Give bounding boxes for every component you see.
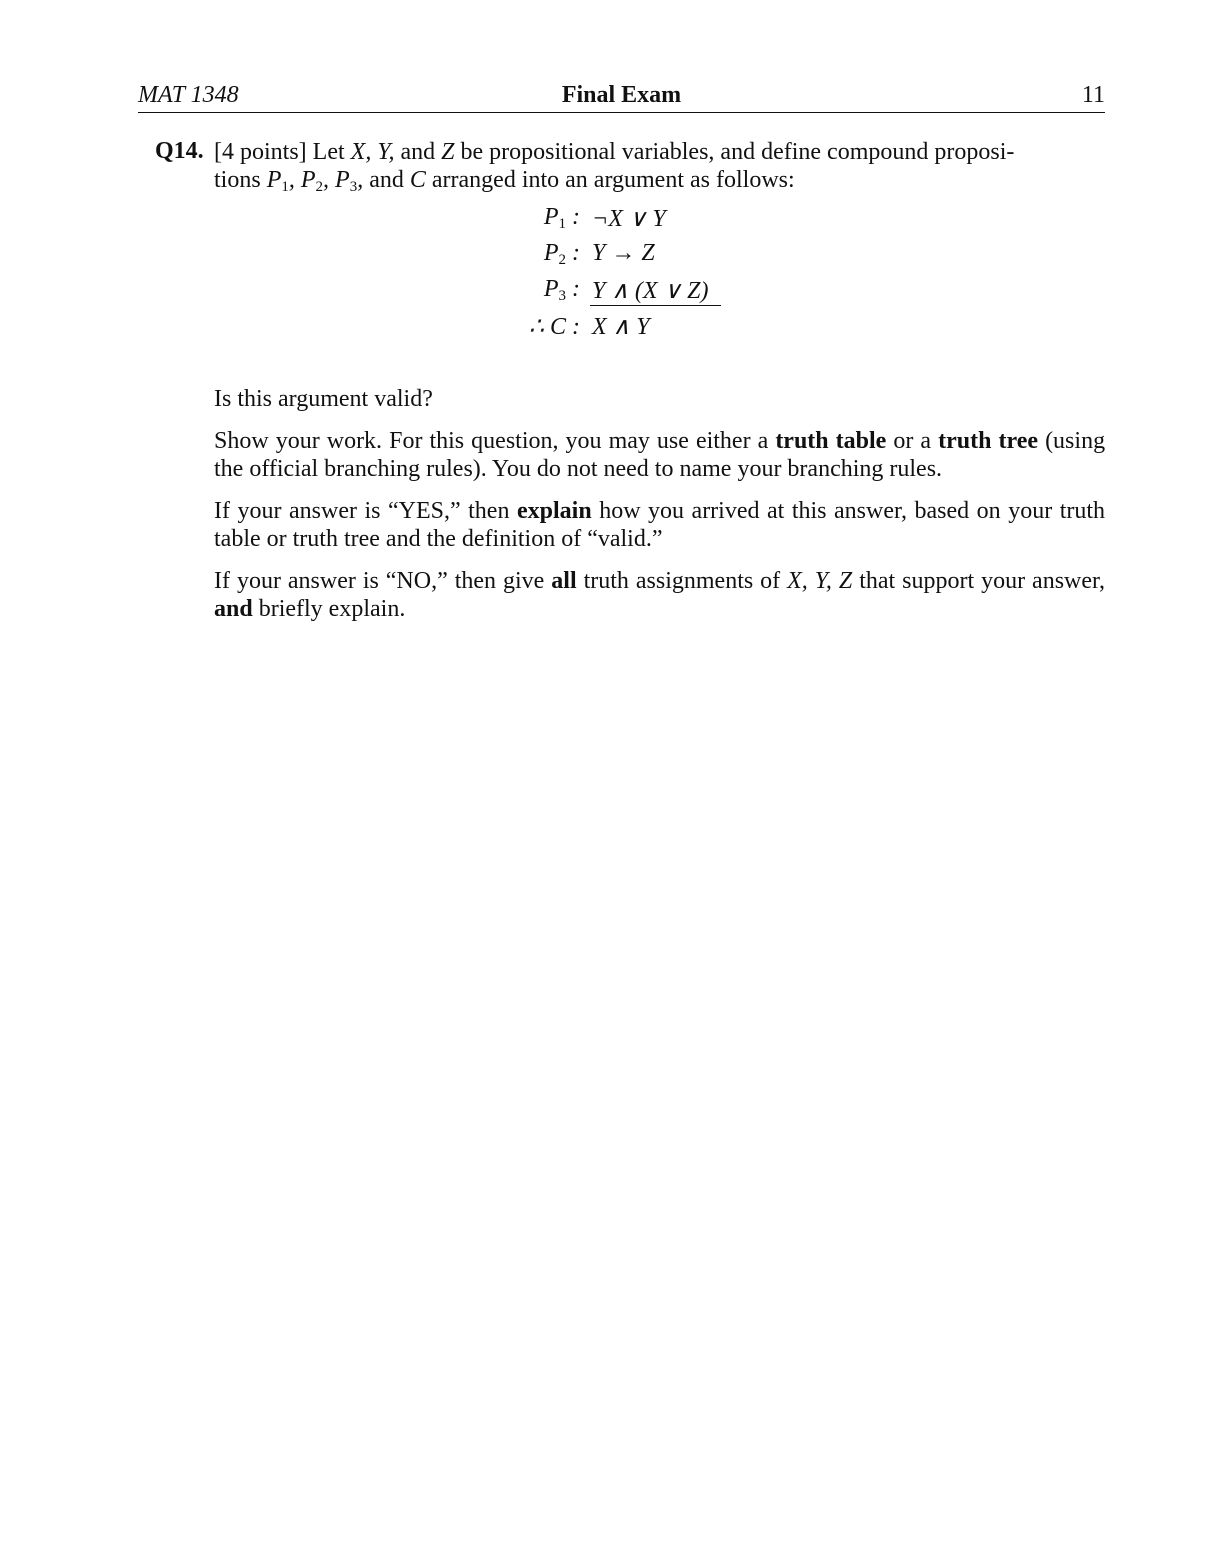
premise-3-formula: Y ∧ (X ∨ Z) <box>592 278 709 304</box>
exam-title: Final Exam <box>561 82 682 108</box>
course-code: MAT 1348 <box>138 82 239 108</box>
premise-2-formula: Y → Z <box>592 240 655 266</box>
argument-divider <box>590 305 721 306</box>
premise-2-label: $P_2$ : <box>543 240 580 268</box>
question-label: Q14. <box>155 138 204 164</box>
conclusion-formula: X ∧ Y <box>592 314 650 340</box>
premise-1-label: $P_1$ : <box>543 204 580 232</box>
page-header <box>138 80 1105 113</box>
show-work-instructions: Show your work. For this question, you may use either a truth table or a truth tree (using the official branching rules). You do not need to name your branching rules. <box>214 428 1106 482</box>
yes-instructions: If your answer is “YES,” then explain how you arrived at this answer, based on your truth table or truth tree and the definition of “valid.” <box>214 498 1106 552</box>
validity-prompt: Is this argument valid? <box>214 386 433 412</box>
no-instructions: If your answer is “NO,” then give all truth assignments of X, Y, Z that support your answer, and briefly explain. <box>214 568 1106 622</box>
question-intro: [4 points] Let X, Y, and Z be propositional variables, and define compound proposi- tions $P_1$, $P_2$, $P_3$, and C arranged into an argument as follows: <box>214 139 1015 195</box>
conclusion-label: ∴ C : <box>528 314 580 340</box>
page-number: 11 <box>1081 82 1105 108</box>
premise-3-label: $P_3$ : <box>543 276 580 304</box>
premise-1-formula: ¬X ∨ Y <box>592 206 666 232</box>
